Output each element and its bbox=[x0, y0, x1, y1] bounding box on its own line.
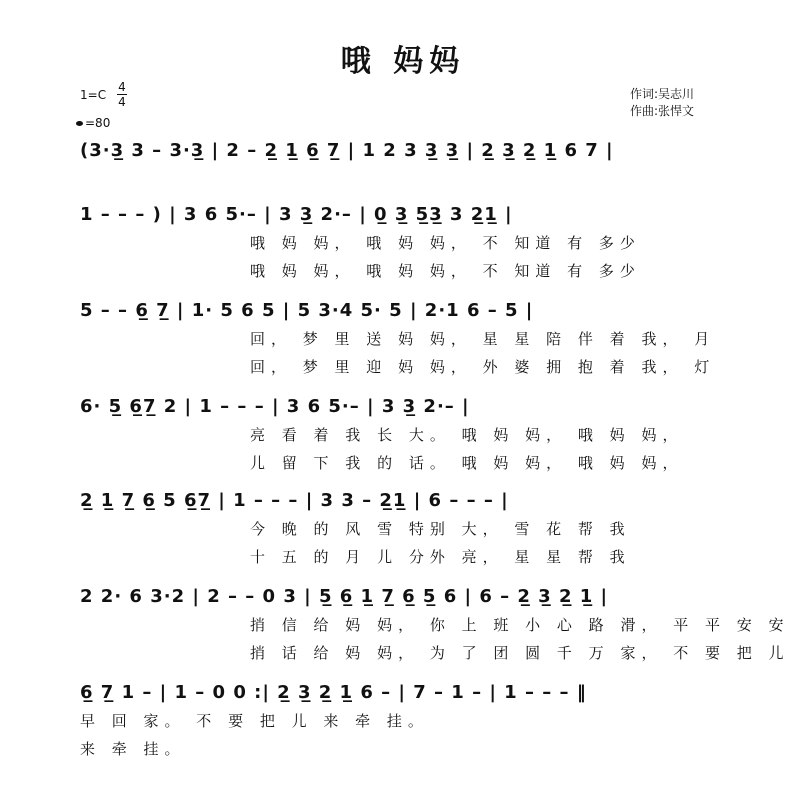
meter-top: 4 bbox=[118, 80, 126, 94]
time-signature bbox=[116, 80, 128, 109]
tempo-value: =80 bbox=[85, 116, 111, 130]
lyrics-verse-2: 哦 妈 妈， 哦 妈 妈， 不 知道 有 多少 bbox=[250, 262, 641, 280]
lyrics-verse-2: 捎 话 给 妈 妈， 为 了 团 圆 千 万 家， 不 要 把 儿 bbox=[250, 644, 790, 662]
song-title: 哦 妈妈 bbox=[340, 44, 466, 79]
meter-bottom: 4 bbox=[118, 95, 126, 109]
lyrics-verse-2: 十 五 的 月 儿 分外 亮， 星 星 帮 我 bbox=[250, 548, 631, 566]
notation-line: 6̲ 7̲ 1 – | 1 – 0 0 :| 2̲ 3̲ 2̲ 1̲ 6 – | 7 – 1 – | 1 – – – ‖ bbox=[80, 682, 587, 703]
lyrics-verse-2: 儿 留 下 我 的 话。 哦 妈 妈， 哦 妈 妈， bbox=[250, 454, 684, 472]
notation-line: 2 2· 6 3·2 | 2 – – 0 3 | 5̲ 6̲ 1̲ 7̲ 6̲ 5̲ 6 | 6 – 2̲ 3̲ 2̲ 1̲ | bbox=[80, 586, 609, 607]
notation-line: 1 – – – ) | 3 6 5·– | 3 3̲ 2·– | 0̲ 3̲ 5̲3̲ 3 2̲1̲ | bbox=[80, 204, 513, 225]
notation-line: 2̲ 1̲ 7̲ 6̲ 5 6̲7̲ | 1 – – – | 3 3 – 2̲1̲ | 6 – – – | bbox=[80, 490, 509, 511]
notation-line: (3·3̲ 3 – 3·3̲ | 2 – 2̲ 1̲ 6̲ 7̲ | 1 2 3 3̲ 3̲ | 2̲ 3̲ 2̲ 1̲ 6 7 | bbox=[80, 140, 614, 161]
lyricist: 作词:吴志川 bbox=[630, 87, 695, 101]
key-signature: 1=C bbox=[80, 88, 107, 102]
lyrics-verse-2: 来 牵 挂。 bbox=[80, 740, 186, 758]
lyrics-verse-1: 今 晚 的 风 雪 特别 大， 雪 花 帮 我 bbox=[250, 520, 631, 538]
lyrics-verse-1: 哦 妈 妈， 哦 妈 妈， 不 知道 有 多少 bbox=[250, 234, 641, 252]
lyrics-verse-2: 回， 梦 里 迎 妈 妈， 外 婆 拥 抱 着 我， 灯 bbox=[250, 358, 716, 376]
composer: 作曲:张悍文 bbox=[630, 104, 695, 118]
lyrics-verse-1: 早 回 家。 不 要 把 儿 来 牵 挂。 bbox=[80, 712, 429, 730]
notation-line: 6· 5̲ 6̲7̲ 2 | 1 – – – | 3 6 5·– | 3 3̲ 2·– | bbox=[80, 396, 470, 417]
quarter-note-icon bbox=[76, 121, 83, 126]
credits bbox=[630, 86, 694, 120]
lyrics-verse-1: 捎 信 给 妈 妈， 你 上 班 小 心 路 滑， 平 平 安 安 bbox=[250, 616, 790, 634]
lyrics-verse-1: 亮 看 着 我 长 大。 哦 妈 妈， 哦 妈 妈， bbox=[250, 426, 684, 444]
notation-line: 5 – – 6̲ 7̲ | 1· 5 6 5 | 5 3·4 5· 5 | 2·1 6 – 5 | bbox=[80, 300, 534, 321]
tempo-marking bbox=[76, 116, 110, 130]
lyrics-verse-1: 回， 梦 里 送 妈 妈， 星 星 陪 伴 着 我， 月 bbox=[250, 330, 716, 348]
